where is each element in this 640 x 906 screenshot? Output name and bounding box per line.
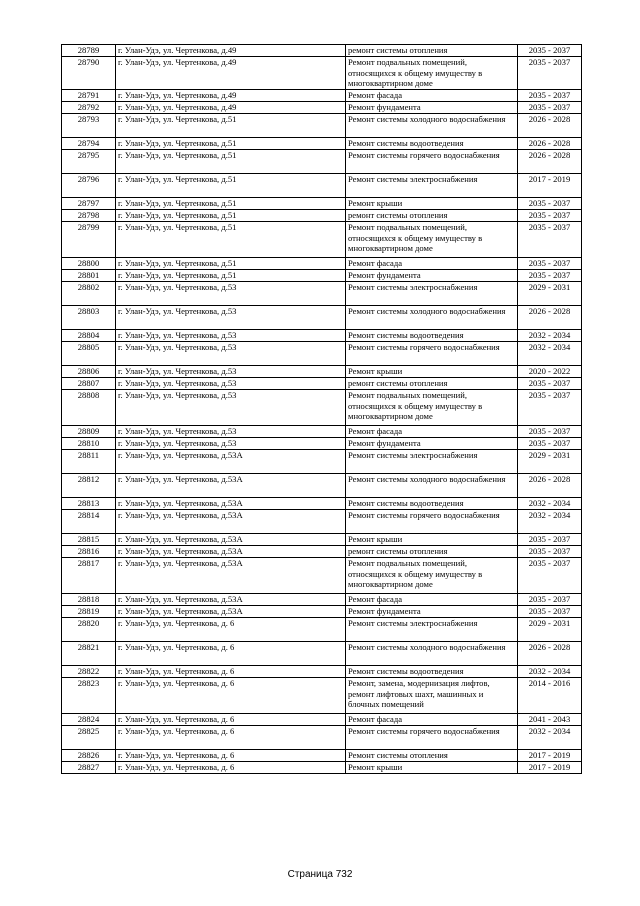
work-type-cell: Ремонт системы холодного водоснабжения	[346, 642, 518, 666]
work-type-cell: ремонт системы отопления	[346, 378, 518, 390]
work-type-cell: Ремонт фасада	[346, 594, 518, 606]
work-type-cell: Ремонт фасада	[346, 714, 518, 726]
row-number-cell: 28812	[62, 474, 116, 498]
work-type-cell: Ремонт подвальных помещений, относящихся к общему имуществу в многоквартирном доме	[346, 222, 518, 258]
row-number-cell: 28802	[62, 282, 116, 306]
address-cell: г. Улан-Удэ, ул. Чертенкова, д.53А	[116, 606, 346, 618]
period-cell: 2035 - 2037	[518, 270, 582, 282]
work-type-cell: Ремонт системы горячего водоснабжения	[346, 342, 518, 366]
period-cell: 2029 - 2031	[518, 450, 582, 474]
work-type-cell: Ремонт подвальных помещений, относящихся к общему имуществу в многоквартирном доме	[346, 558, 518, 594]
table-row	[62, 198, 582, 210]
address-cell: г. Улан-Удэ, ул. Чертенкова, д.53	[116, 426, 346, 438]
period-cell: 2014 - 2016	[518, 678, 582, 714]
row-number-cell: 28811	[62, 450, 116, 474]
period-cell: 2035 - 2037	[518, 594, 582, 606]
work-type-cell: Ремонт фундамента	[346, 438, 518, 450]
period-cell: 2035 - 2037	[518, 546, 582, 558]
row-number-cell: 28813	[62, 498, 116, 510]
address-cell: г. Улан-Удэ, ул. Чертенкова, д.49	[116, 102, 346, 114]
address-cell: г. Улан-Удэ, ул. Чертенкова, д.53А	[116, 498, 346, 510]
work-type-cell: Ремонт системы водоотведения	[346, 498, 518, 510]
period-cell: 2035 - 2037	[518, 258, 582, 270]
row-number-cell: 28799	[62, 222, 116, 258]
work-type-cell: Ремонт системы электроснабжения	[346, 450, 518, 474]
address-cell: г. Улан-Удэ, ул. Чертенкова, д.49	[116, 45, 346, 57]
address-cell: г. Улан-Удэ, ул. Чертенкова, д.53	[116, 390, 346, 426]
work-type-cell: Ремонт системы холодного водоснабжения	[346, 306, 518, 330]
period-cell: 2026 - 2028	[518, 138, 582, 150]
address-cell: г. Улан-Удэ, ул. Чертенкова, д.49	[116, 90, 346, 102]
address-cell: г. Улан-Удэ, ул. Чертенкова, д.49	[116, 57, 346, 90]
row-number-cell: 28824	[62, 714, 116, 726]
address-cell: г. Улан-Удэ, ул. Чертенкова, д.53	[116, 342, 346, 366]
work-type-cell: Ремонт фундамента	[346, 102, 518, 114]
row-number-cell: 28794	[62, 138, 116, 150]
table-row	[62, 282, 582, 306]
row-number-cell: 28789	[62, 45, 116, 57]
work-type-cell: Ремонт фасада	[346, 426, 518, 438]
row-number-cell: 28801	[62, 270, 116, 282]
period-cell: 2020 - 2022	[518, 366, 582, 378]
work-type-cell: Ремонт системы холодного водоснабжения	[346, 474, 518, 498]
work-type-cell: Ремонт подвальных помещений, относящихся к общему имуществу в многоквартирном доме	[346, 57, 518, 90]
period-cell: 2026 - 2028	[518, 306, 582, 330]
row-number-cell: 28814	[62, 510, 116, 534]
address-cell: г. Улан-Удэ, ул. Чертенкова, д. 6	[116, 714, 346, 726]
period-cell: 2035 - 2037	[518, 438, 582, 450]
row-number-cell: 28820	[62, 618, 116, 642]
period-cell: 2035 - 2037	[518, 426, 582, 438]
address-cell: г. Улан-Удэ, ул. Чертенкова, д.51	[116, 258, 346, 270]
work-type-cell: ремонт системы отопления	[346, 210, 518, 222]
work-type-cell: Ремонт крыши	[346, 198, 518, 210]
work-type-cell: Ремонт фасада	[346, 90, 518, 102]
address-cell: г. Улан-Удэ, ул. Чертенкова, д.53А	[116, 594, 346, 606]
address-cell: г. Улан-Удэ, ул. Чертенкова, д.51	[116, 222, 346, 258]
period-cell: 2041 - 2043	[518, 714, 582, 726]
row-number-cell: 28795	[62, 150, 116, 174]
table-row	[62, 666, 582, 678]
row-number-cell: 28792	[62, 102, 116, 114]
row-number-cell: 28818	[62, 594, 116, 606]
table-row	[62, 642, 582, 666]
period-cell: 2035 - 2037	[518, 534, 582, 546]
work-type-cell: Ремонт фундамента	[346, 606, 518, 618]
table-row	[62, 390, 582, 426]
address-cell: г. Улан-Удэ, ул. Чертенкова, д.53А	[116, 546, 346, 558]
period-cell: 2032 - 2034	[518, 726, 582, 750]
work-type-cell: Ремонт системы горячего водоснабжения	[346, 150, 518, 174]
table-row	[62, 102, 582, 114]
address-cell: г. Улан-Удэ, ул. Чертенкова, д.53	[116, 306, 346, 330]
address-cell: г. Улан-Удэ, ул. Чертенкова, д.51	[116, 270, 346, 282]
address-cell: г. Улан-Удэ, ул. Чертенкова, д.51	[116, 174, 346, 198]
table-row	[62, 426, 582, 438]
address-cell: г. Улан-Удэ, ул. Чертенкова, д. 6	[116, 666, 346, 678]
table-row	[62, 330, 582, 342]
work-type-cell: ремонт системы отопления	[346, 45, 518, 57]
table-row	[62, 306, 582, 330]
table-row	[62, 378, 582, 390]
table-row	[62, 558, 582, 594]
work-type-cell: Ремонт системы электроснабжения	[346, 618, 518, 642]
address-cell: г. Улан-Удэ, ул. Чертенкова, д. 6	[116, 678, 346, 714]
period-cell: 2035 - 2037	[518, 102, 582, 114]
period-cell: 2035 - 2037	[518, 45, 582, 57]
period-cell: 2032 - 2034	[518, 330, 582, 342]
address-cell: г. Улан-Удэ, ул. Чертенкова, д.51	[116, 210, 346, 222]
address-cell: г. Улан-Удэ, ул. Чертенкова, д.51	[116, 138, 346, 150]
address-cell: г. Улан-Удэ, ул. Чертенкова, д. 6	[116, 750, 346, 762]
work-type-cell: Ремонт системы холодного водоснабжения	[346, 114, 518, 138]
work-type-cell: ремонт системы отопления	[346, 546, 518, 558]
work-type-cell: Ремонт системы водоотведения	[346, 666, 518, 678]
row-number-cell: 28827	[62, 762, 116, 774]
table-row	[62, 210, 582, 222]
table-row	[62, 534, 582, 546]
period-cell: 2017 - 2019	[518, 750, 582, 762]
row-number-cell: 28817	[62, 558, 116, 594]
work-type-cell: Ремонт системы электроснабжения	[346, 174, 518, 198]
period-cell: 2032 - 2034	[518, 510, 582, 534]
row-number-cell: 28793	[62, 114, 116, 138]
row-number-cell: 28796	[62, 174, 116, 198]
work-type-cell: Ремонт крыши	[346, 366, 518, 378]
row-number-cell: 28815	[62, 534, 116, 546]
work-type-cell: Ремонт системы отопления	[346, 750, 518, 762]
work-type-cell: Ремонт системы горячего водоснабжения	[346, 510, 518, 534]
address-cell: г. Улан-Удэ, ул. Чертенкова, д.51	[116, 150, 346, 174]
row-number-cell: 28803	[62, 306, 116, 330]
period-cell: 2029 - 2031	[518, 282, 582, 306]
address-cell: г. Улан-Удэ, ул. Чертенкова, д.53А	[116, 534, 346, 546]
row-number-cell: 28804	[62, 330, 116, 342]
table-row	[62, 45, 582, 57]
work-type-cell: Ремонт фундамента	[346, 270, 518, 282]
table-row	[62, 762, 582, 774]
row-number-cell: 28809	[62, 426, 116, 438]
table-row	[62, 678, 582, 714]
period-cell: 2035 - 2037	[518, 378, 582, 390]
period-cell: 2017 - 2019	[518, 174, 582, 198]
address-cell: г. Улан-Удэ, ул. Чертенкова, д.53А	[116, 510, 346, 534]
period-cell: 2035 - 2037	[518, 558, 582, 594]
table-row	[62, 222, 582, 258]
table-row	[62, 174, 582, 198]
row-number-cell: 28807	[62, 378, 116, 390]
row-number-cell: 28819	[62, 606, 116, 618]
table-row	[62, 150, 582, 174]
address-cell: г. Улан-Удэ, ул. Чертенкова, д. 6	[116, 762, 346, 774]
work-type-cell: Ремонт фасада	[346, 258, 518, 270]
work-type-cell: Ремонт крыши	[346, 534, 518, 546]
period-cell: 2026 - 2028	[518, 642, 582, 666]
work-type-cell: Ремонт системы горячего водоснабжения	[346, 726, 518, 750]
address-cell: г. Улан-Удэ, ул. Чертенкова, д.53	[116, 282, 346, 306]
row-number-cell: 28822	[62, 666, 116, 678]
row-number-cell: 28826	[62, 750, 116, 762]
address-cell: г. Улан-Удэ, ул. Чертенкова, д.51	[116, 198, 346, 210]
period-cell: 2035 - 2037	[518, 606, 582, 618]
address-cell: г. Улан-Удэ, ул. Чертенкова, д. 6	[116, 618, 346, 642]
row-number-cell: 28797	[62, 198, 116, 210]
row-number-cell: 28805	[62, 342, 116, 366]
address-cell: г. Улан-Удэ, ул. Чертенкова, д.53А	[116, 474, 346, 498]
row-number-cell: 28816	[62, 546, 116, 558]
address-cell: г. Улан-Удэ, ул. Чертенкова, д.53	[116, 330, 346, 342]
table-row	[62, 438, 582, 450]
table-row	[62, 726, 582, 750]
row-number-cell: 28823	[62, 678, 116, 714]
table-row	[62, 474, 582, 498]
address-cell: г. Улан-Удэ, ул. Чертенкова, д.51	[116, 114, 346, 138]
period-cell: 2029 - 2031	[518, 618, 582, 642]
period-cell: 2035 - 2037	[518, 90, 582, 102]
table-row	[62, 258, 582, 270]
period-cell: 2032 - 2034	[518, 498, 582, 510]
row-number-cell: 28790	[62, 57, 116, 90]
row-number-cell: 28821	[62, 642, 116, 666]
row-number-cell: 28798	[62, 210, 116, 222]
table-row	[62, 606, 582, 618]
address-cell: г. Улан-Удэ, ул. Чертенкова, д.53А	[116, 558, 346, 594]
work-type-cell: Ремонт системы водоотведения	[346, 330, 518, 342]
period-cell: 2017 - 2019	[518, 762, 582, 774]
table-row	[62, 618, 582, 642]
row-number-cell: 28808	[62, 390, 116, 426]
address-cell: г. Улан-Удэ, ул. Чертенкова, д.53	[116, 438, 346, 450]
period-cell: 2026 - 2028	[518, 474, 582, 498]
works-table-body	[62, 45, 582, 774]
work-type-cell: Ремонт, замена, модернизация лифтов, ремонт лифтовых шахт, машинных и блочных помещений	[346, 678, 518, 714]
table-row	[62, 366, 582, 378]
work-type-cell: Ремонт системы водоотведения	[346, 138, 518, 150]
period-cell: 2035 - 2037	[518, 222, 582, 258]
table-row	[62, 270, 582, 282]
period-cell: 2035 - 2037	[518, 198, 582, 210]
address-cell: г. Улан-Удэ, ул. Чертенкова, д.53	[116, 378, 346, 390]
row-number-cell: 28800	[62, 258, 116, 270]
period-cell: 2026 - 2028	[518, 150, 582, 174]
table-row	[62, 594, 582, 606]
row-number-cell: 28810	[62, 438, 116, 450]
table-row	[62, 57, 582, 90]
period-cell: 2032 - 2034	[518, 342, 582, 366]
table-row	[62, 138, 582, 150]
table-row	[62, 90, 582, 102]
period-cell: 2035 - 2037	[518, 390, 582, 426]
row-number-cell: 28806	[62, 366, 116, 378]
table-row	[62, 714, 582, 726]
address-cell: г. Улан-Удэ, ул. Чертенкова, д.53А	[116, 450, 346, 474]
work-type-cell: Ремонт системы электроснабжения	[346, 282, 518, 306]
table-row	[62, 546, 582, 558]
work-type-cell: Ремонт крыши	[346, 762, 518, 774]
period-cell: 2032 - 2034	[518, 666, 582, 678]
page-number: Страница 732	[287, 869, 353, 880]
table-row	[62, 750, 582, 762]
work-type-cell: Ремонт подвальных помещений, относящихся к общему имуществу в многоквартирном доме	[346, 390, 518, 426]
address-cell: г. Улан-Удэ, ул. Чертенкова, д. 6	[116, 726, 346, 750]
period-cell: 2026 - 2028	[518, 114, 582, 138]
table-row	[62, 498, 582, 510]
row-number-cell: 28791	[62, 90, 116, 102]
table-row	[62, 342, 582, 366]
works-table	[61, 44, 582, 774]
table-row	[62, 450, 582, 474]
table-row	[62, 510, 582, 534]
period-cell: 2035 - 2037	[518, 57, 582, 90]
address-cell: г. Улан-Удэ, ул. Чертенкова, д. 6	[116, 642, 346, 666]
address-cell: г. Улан-Удэ, ул. Чертенкова, д.53	[116, 366, 346, 378]
table-row	[62, 114, 582, 138]
row-number-cell: 28825	[62, 726, 116, 750]
period-cell: 2035 - 2037	[518, 210, 582, 222]
